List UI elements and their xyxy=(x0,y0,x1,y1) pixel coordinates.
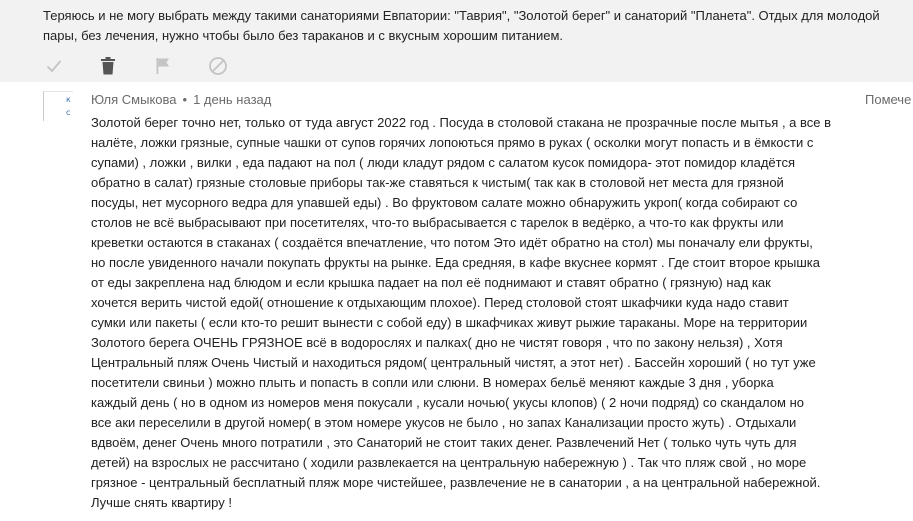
question-text: Теряюсь и не могу выбрать между такими санаториями Евпатории: "Таврия", "Золотой берег" и санаторий "Планета". Отдых для молодой пары, без лечения, нужно чтобы было без тараканов и с вкусным хорошим питанием. xyxy=(43,8,880,43)
answer-line: Золотой берег точно нет, только от туда август 2022 год . Посуда в столовой стакана не прозрачные после мытья , а все в xyxy=(91,115,832,130)
answer-line: грязное - центральный бесплатный пляж море чистейшее, развлечение не в санатории , а на центральной набережной. xyxy=(91,475,821,490)
trash-icon[interactable] xyxy=(97,55,119,77)
answer-time: 1 день назад xyxy=(193,92,272,107)
answer-line: Лучше снять квартиру ! xyxy=(91,495,232,510)
answer-line: обратно в салат) грязные столовые приборы так-же ставяться к чистым( так как в столовой нет места для грязной xyxy=(91,175,784,190)
mark-link[interactable]: Помече xyxy=(865,92,912,107)
answer-line: сумки или пакеты ( если кто-то решит вынести с собой еду) в шкафчиках живут рыжие тараканы. Море на территории xyxy=(91,315,808,330)
avatar-letter-1: к xyxy=(66,95,71,104)
answer-line: вдвоём, денег Очень много потратили , это Санаторий не стоит таких денег. Развлечений Нет ( только чуть чуть для xyxy=(91,435,797,450)
answer-line: хочется верить чистой едой( отношение к отдыхающим плохое). Перед столовой стоят шкафчики куда надо ставит xyxy=(91,295,789,310)
answer-line: налёте, ложки грязные, супные чашки от супов горячих лопоються прямо в руках ( осколки могут попасть и в ёмкости с xyxy=(91,135,814,150)
answer-block xyxy=(0,82,913,521)
answer-line: но после увиденного начали покупать фрукты на рынке. Еда средняя, в кафе вкуснее кормят . Где стоит второе крышка xyxy=(91,255,821,270)
answer-line: Центральный пляж Очень Чистый и находиться рядом( центральный чистят, а этот нет) . Бассейн хороший ( но тут уже xyxy=(91,355,816,370)
author-name[interactable]: Юля Смыкова xyxy=(91,92,177,107)
approve-icon[interactable] xyxy=(43,55,65,77)
avatar[interactable] xyxy=(43,91,73,121)
answer-line: детей) на взрослых не рассчитано ( ходили развлекается на центральную набережную ) . Так что пляж свой , но море xyxy=(91,455,807,470)
answer-line: каждый день ( но в одном из номеров меня покусали , кусали ночью( укусы клопов) ( 2 ночи подряд) со скандалом но xyxy=(91,395,804,410)
answer-line: супами) , ложки , вилки , еда падают на пол ( люди кладут рядом с салатом кусок помидора- этот помидор кладётся xyxy=(91,155,796,170)
answer-meta xyxy=(91,92,271,107)
answer-line: от еды закреплена над блюдом и если крышка падает на пол её поднимают и ставят обратно ( грязную) над как xyxy=(91,275,771,290)
answer-line: посуды, нет мусорного ведра для упавшей еды) . Во фруктовом салате можно обнаружить укроп( когда собирают со xyxy=(91,195,798,210)
block-icon[interactable] xyxy=(207,55,229,77)
question-block xyxy=(0,0,913,82)
flag-icon[interactable] xyxy=(152,55,174,77)
answer-line: посетители свиньи ) можно плыть и попасть в сопли или слюни. В номерах бельё меняют каждые 3 дня , уборка xyxy=(91,375,774,390)
answer-line: столов не всё выбрасывают при посетителях, что-то выбрасывается с тарелок в ведёрко, а что-то как фрукты или xyxy=(91,215,784,230)
answer-line: Золотого берега ОЧЕНЬ ГРЯЗНОЕ всё в водорослях и палках( дно не чистят говоря , что по закону нельзя) , Хотя xyxy=(91,335,783,350)
answer-text xyxy=(91,113,851,513)
avatar-letter-2: с xyxy=(66,108,71,117)
meta-separator: • xyxy=(182,92,188,107)
answer-line: все аки переселили в другой номер( в этом номере укусов не было , но запах Канализации просто жуть) . Отдыхали xyxy=(91,415,797,430)
answer-line: креветки остаются в стаканах ( создаётся впечатление, что потом Это идёт обратно на стол) мы поначалу ели фрукты, xyxy=(91,235,813,250)
